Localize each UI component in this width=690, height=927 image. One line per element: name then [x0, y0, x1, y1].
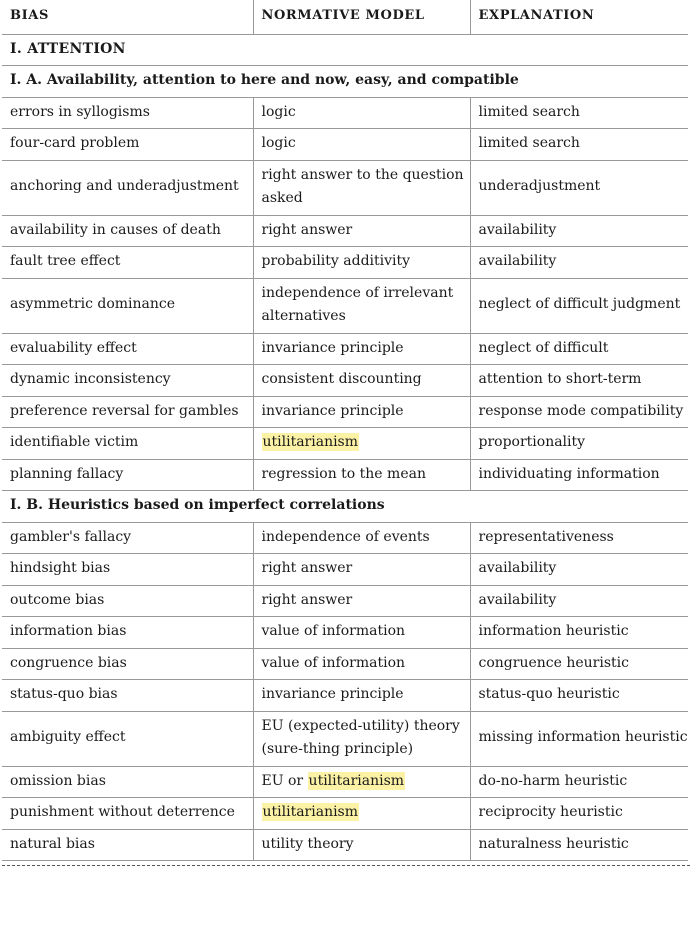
table-row: [2, 97, 688, 129]
explanation-cell: proportionality: [470, 428, 688, 460]
bias-cell: fault tree effect: [2, 247, 253, 279]
table-row: [2, 680, 688, 712]
model-cell: utility theory: [253, 829, 470, 861]
table-row: [2, 554, 688, 586]
explanation-cell: limited search: [470, 97, 688, 129]
table-row: [2, 829, 688, 861]
bias-cell: ambiguity effect: [2, 711, 253, 766]
bias-cell: evaluability effect: [2, 333, 253, 365]
highlighted-text: utilitarianism: [262, 434, 359, 450]
bias-cell: congruence bias: [2, 648, 253, 680]
bias-cell: asymmetric dominance: [2, 278, 253, 333]
bias-cell: punishment without deterrence: [2, 798, 253, 830]
table-row: [2, 798, 688, 830]
section-row: [2, 491, 688, 523]
table-row: [2, 160, 688, 215]
explanation-cell: representativeness: [470, 522, 688, 554]
table-row: [2, 333, 688, 365]
explanation-cell: naturalness heuristic: [470, 829, 688, 861]
table-row: [2, 129, 688, 161]
bias-cell: planning fallacy: [2, 459, 253, 491]
bias-cell: hindsight bias: [2, 554, 253, 586]
explanation-cell: congruence heuristic: [470, 648, 688, 680]
model-cell: probability additivity: [253, 247, 470, 279]
header-explanation: EXPLANATION: [470, 0, 688, 34]
explanation-cell: underadjustment: [470, 160, 688, 215]
table-row: [2, 766, 688, 798]
table-row: [2, 648, 688, 680]
model-cell: [253, 428, 470, 460]
model-cell: regression to the mean: [253, 459, 470, 491]
model-cell: logic: [253, 129, 470, 161]
explanation-cell: availability: [470, 554, 688, 586]
model-cell: right answer: [253, 215, 470, 247]
table-row: [2, 278, 688, 333]
explanation-cell: information heuristic: [470, 617, 688, 649]
bias-cell: natural bias: [2, 829, 253, 861]
explanation-cell: attention to short-term: [470, 365, 688, 397]
explanation-cell: status-quo heuristic: [470, 680, 688, 712]
explanation-cell: neglect of difficult: [470, 333, 688, 365]
section-row: [2, 66, 688, 98]
bias-cell: identifiable victim: [2, 428, 253, 460]
explanation-cell: neglect of difficult judgment: [470, 278, 688, 333]
table-row: [2, 522, 688, 554]
section-attention: I. ATTENTION: [2, 34, 688, 66]
bias-cell: information bias: [2, 617, 253, 649]
dashed-divider: [2, 865, 690, 866]
explanation-cell: availability: [470, 585, 688, 617]
model-cell: value of information: [253, 648, 470, 680]
model-cell: right answer: [253, 585, 470, 617]
bias-cell: anchoring and underadjustment: [2, 160, 253, 215]
bias-cell: availability in causes of death: [2, 215, 253, 247]
explanation-cell: limited search: [470, 129, 688, 161]
model-cell: right answer to the question asked: [253, 160, 470, 215]
section-row: [2, 34, 688, 66]
table-row: [2, 711, 688, 766]
table-row: [2, 396, 688, 428]
model-cell: consistent discounting: [253, 365, 470, 397]
explanation-cell: availability: [470, 247, 688, 279]
bias-cell: dynamic inconsistency: [2, 365, 253, 397]
bias-cell: outcome bias: [2, 585, 253, 617]
table-row: [2, 215, 688, 247]
explanation-cell: reciprocity heuristic: [470, 798, 688, 830]
explanation-cell: availability: [470, 215, 688, 247]
explanation-cell: individuating information: [470, 459, 688, 491]
bias-cell: omission bias: [2, 766, 253, 798]
bias-cell: status-quo bias: [2, 680, 253, 712]
table-row: [2, 585, 688, 617]
highlighted-text: utilitarianism: [262, 804, 359, 820]
model-cell: logic: [253, 97, 470, 129]
model-cell: value of information: [253, 617, 470, 649]
model-cell: right answer: [253, 554, 470, 586]
section-ib: I. B. Heuristics based on imperfect correlations: [2, 491, 688, 523]
model-cell: invariance principle: [253, 333, 470, 365]
explanation-cell: response mode compatibility: [470, 396, 688, 428]
model-cell: EU (expected-utility) theory (sure-thing principle): [253, 711, 470, 766]
table-row: [2, 428, 688, 460]
model-cell: invariance principle: [253, 680, 470, 712]
header-bias: BIAS: [2, 0, 253, 34]
model-cell: [253, 766, 470, 798]
bias-cell: four-card problem: [2, 129, 253, 161]
model-cell: independence of irrelevant alternatives: [253, 278, 470, 333]
bias-cell: gambler's fallacy: [2, 522, 253, 554]
explanation-cell: do-no-harm heuristic: [470, 766, 688, 798]
model-cell: independence of events: [253, 522, 470, 554]
header-normative-model: NORMATIVE MODEL: [253, 0, 470, 34]
table-row: [2, 459, 688, 491]
model-prefix: EU or: [261, 772, 308, 789]
table-row: [2, 617, 688, 649]
bias-cell: preference reversal for gambles: [2, 396, 253, 428]
table-header-row: [2, 0, 688, 34]
bias-cell: errors in syllogisms: [2, 97, 253, 129]
model-cell: invariance principle: [253, 396, 470, 428]
table-row: [2, 365, 688, 397]
highlighted-text: utilitarianism: [308, 772, 405, 789]
explanation-cell: missing information heuristic: [470, 711, 688, 766]
table-row: [2, 247, 688, 279]
bias-table: [2, 0, 688, 861]
section-ia: I. A. Availability, attention to here and now, easy, and compatible: [2, 66, 688, 98]
model-cell: [253, 798, 470, 830]
